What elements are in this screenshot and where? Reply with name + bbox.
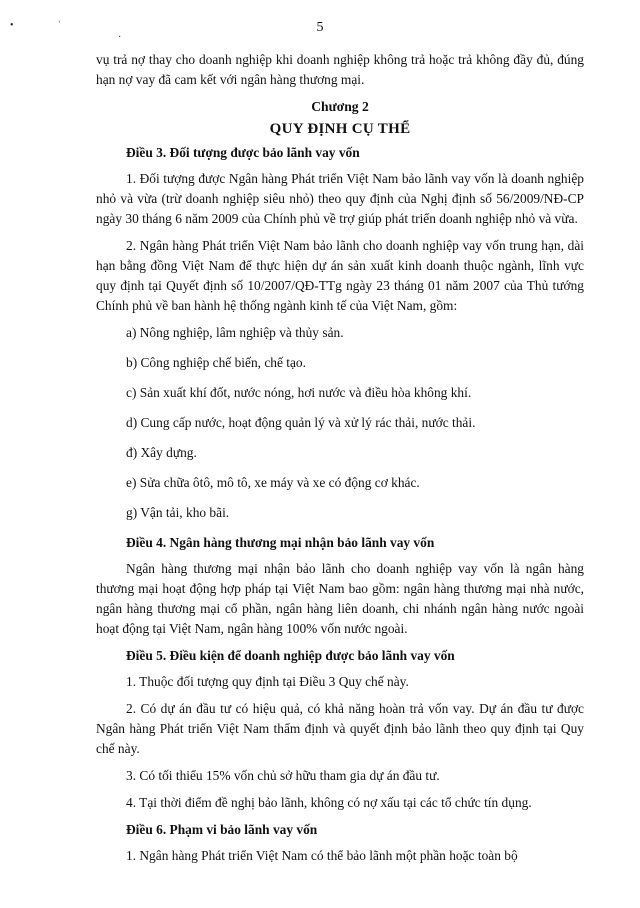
paragraph: 1. Thuộc đối tượng quy định tại Điều 3 Quy chế này. <box>126 674 409 689</box>
list-item: đ) Xây dựng. <box>126 445 197 460</box>
scan-speck: ˈ <box>58 20 62 31</box>
scan-speck: · <box>118 32 122 43</box>
article-heading: Điều 3. Đối tượng được bảo lãnh vay vốn <box>126 145 360 160</box>
paragraph: 2. Có dự án đầu tư có hiệu quả, có khả năng hoàn trả vốn vay. Dự án đầu tư được Ngân hàng Phát triển Việt Nam thẩm định và quyết định bảo lãnh theo quy định tại Quy chế này. <box>96 701 584 756</box>
scan-speck: • <box>10 20 14 31</box>
page-number: 5 <box>316 20 324 35</box>
list-item: d) Cung cấp nước, hoạt động quản lý và xử lý rác thải, nước thải. <box>126 415 476 430</box>
paragraph: 1. Đối tượng được Ngân hàng Phát triển Việt Nam bảo lãnh vay vốn là doanh nghiệp nhỏ và vừa (trừ doanh nghiệp siêu nhỏ) theo quy định của Nghị định số 56/2009/NĐ-CP ngày 30 tháng 6 năm 2009 của Chính phủ về trợ giúp phát triển doanh nghiệp nhỏ và vừa. <box>96 171 584 226</box>
list-item: b) Công nghiệp chế biến, chế tạo. <box>126 355 306 370</box>
paragraph: 3. Có tối thiểu 15% vốn chủ sở hữu tham gia dự án đầu tư. <box>126 768 440 783</box>
paragraph: 2. Ngân hàng Phát triển Việt Nam bảo lãnh cho doanh nghiệp vay vốn trung hạn, dài hạn bằng đồng Việt Nam để thực hiện dự án sản xuất kinh doanh thuộc ngành, lĩnh vực quy định tại Quyết định số 10/2007/QĐ-TTg ngày 23 tháng 01 năm 2007 của Thủ tướng Chính phủ về ban hành hệ thống ngành kinh tế của Việt Nam, gồm: <box>96 238 584 313</box>
paragraph: 1. Ngân hàng Phát triển Việt Nam có thể bảo lãnh một phần hoặc toàn bộ <box>126 848 518 863</box>
article-heading: Điều 5. Điều kiện để doanh nghiệp được bảo lãnh vay vốn <box>126 648 455 663</box>
document-body <box>96 50 584 873</box>
list-item: a) Nông nghiệp, lâm nghiệp và thủy sản. <box>126 325 344 340</box>
list-item: e) Sửa chữa ôtô, mô tô, xe máy và xe có động cơ khác. <box>126 475 420 490</box>
list-item: g) Vận tải, kho bãi. <box>126 505 230 520</box>
paragraph: 4. Tại thời điểm đề nghị bảo lãnh, không có nợ xấu tại các tổ chức tín dụng. <box>126 795 532 810</box>
article-heading: Điều 6. Phạm vi bảo lãnh vay vốn <box>126 822 318 837</box>
paragraph: Ngân hàng thương mại nhận bảo lãnh cho doanh nghiệp vay vốn là ngân hàng thương mại hoạt động hợp pháp tại Việt Nam bao gồm: ngân hàng thương mại nhà nước, ngân hàng thương mại cổ phần, ngân hàng liên doanh, chi nhánh ngân hàng nước ngoài hoạt động tại Việt Nam, ngân hàng 100% vốn nước ngoài. <box>96 561 584 636</box>
paragraph: vụ trả nợ thay cho doanh nghiệp khi doanh nghiệp không trả hoặc trả không đầy đủ, đúng hạn nợ vay đã cam kết với ngân hàng thương mại. <box>96 52 584 87</box>
list-item: c) Sản xuất khí đốt, nước nóng, hơi nước và điều hòa không khí. <box>126 385 472 400</box>
chapter-heading: Chương 2 <box>311 99 369 114</box>
article-heading: Điều 4. Ngân hàng thương mại nhận bảo lãnh vay vốn <box>126 535 435 550</box>
chapter-title: QUY ĐỊNH CỤ THỂ <box>269 121 411 137</box>
